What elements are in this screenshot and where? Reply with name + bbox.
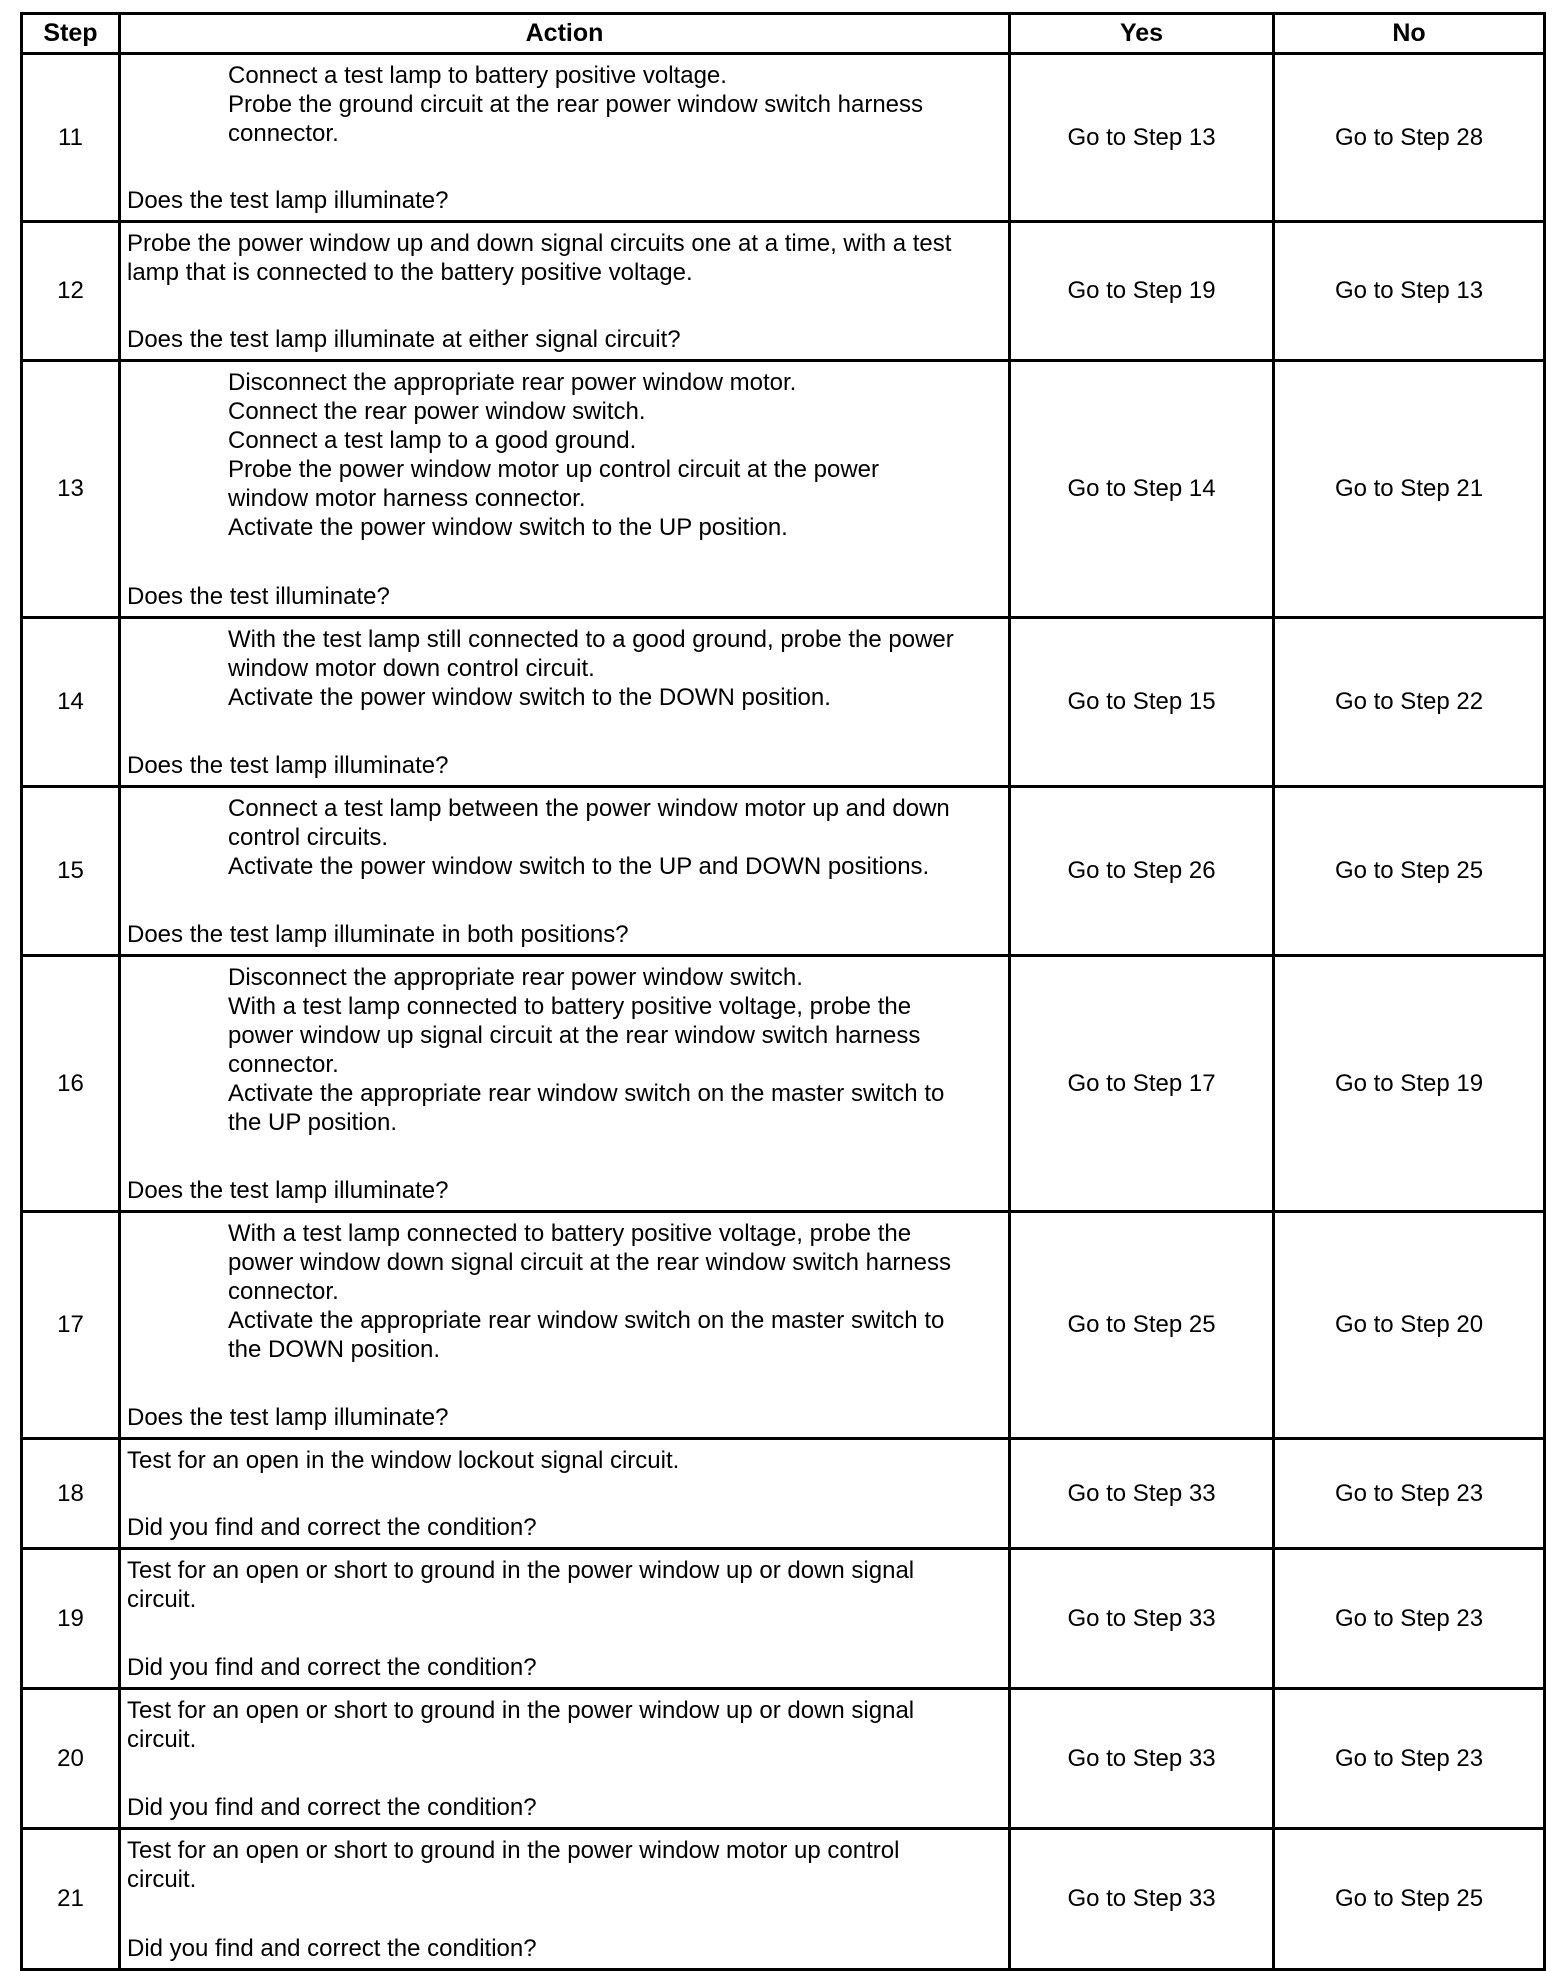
action-steps (127, 1836, 1000, 1894)
step-number: 16 (22, 956, 120, 1212)
action-line: connector. (228, 120, 339, 147)
action-cell (120, 1689, 1010, 1829)
step-number: 21 (22, 1829, 120, 1970)
action-line: Connect a test lamp to battery positive voltage. (228, 62, 727, 89)
action-cell (120, 1549, 1010, 1689)
yes-result: Go to Step 13 (1010, 54, 1274, 222)
no-result: Go to Step 19 (1274, 956, 1545, 1212)
action-line: connector. (228, 1278, 339, 1305)
action-steps (127, 963, 1000, 1137)
action-question: Did you find and correct the condition? (127, 1514, 537, 1541)
action-line: Disconnect the appropriate rear power window motor. (228, 369, 797, 396)
action-line: power window up signal circuit at the rear window switch harness (228, 1022, 921, 1049)
action-question: Does the test lamp illuminate at either signal circuit? (127, 326, 681, 353)
action-question: Did you find and correct the condition? (127, 1654, 537, 1681)
step-number: 12 (22, 222, 120, 361)
no-result: Go to Step 21 (1274, 361, 1545, 618)
action-line: Connect a test lamp between the power window motor up and down (228, 795, 950, 822)
yes-result: Go to Step 26 (1010, 787, 1274, 956)
table-row (22, 1689, 1545, 1829)
step-number: 20 (22, 1689, 120, 1829)
action-line: With a test lamp connected to battery positive voltage, probe the (228, 1220, 912, 1247)
action-line: lamp that is connected to the battery positive voltage. (127, 259, 693, 286)
action-line: circuit. (127, 1866, 197, 1893)
action-line: Probe the power window up and down signal circuits one at a time, with a test (127, 230, 952, 257)
action-question: Does the test lamp illuminate in both positions? (127, 921, 629, 948)
action-cell (120, 361, 1010, 618)
step-number: 18 (22, 1439, 120, 1549)
action-question: Does the test lamp illuminate? (127, 1404, 449, 1431)
table-row (22, 54, 1545, 222)
action-steps (127, 1219, 1000, 1364)
action-line: Test for an open or short to ground in the power window up or down signal (127, 1697, 915, 1724)
action-cell (120, 54, 1010, 222)
yes-result: Go to Step 33 (1010, 1829, 1274, 1970)
action-steps (127, 1446, 1000, 1475)
table-body (22, 54, 1545, 1970)
no-result: Go to Step 23 (1274, 1689, 1545, 1829)
no-result: Go to Step 28 (1274, 54, 1545, 222)
table-row (22, 1829, 1545, 1970)
header-yes: Yes (1010, 14, 1274, 54)
no-result: Go to Step 22 (1274, 618, 1545, 787)
header-step: Step (22, 14, 120, 54)
action-steps (127, 794, 1000, 881)
no-result: Go to Step 23 (1274, 1549, 1545, 1689)
action-question: Does the test illuminate? (127, 583, 390, 610)
table-row (22, 1549, 1545, 1689)
yes-result: Go to Step 17 (1010, 956, 1274, 1212)
no-result: Go to Step 25 (1274, 1829, 1545, 1970)
action-line: Activate the power window switch to the UP and DOWN positions. (228, 853, 930, 880)
action-line: Activate the power window switch to the UP position. (228, 514, 788, 541)
action-line: Activate the power window switch to the DOWN position. (228, 684, 831, 711)
action-line: the UP position. (228, 1109, 397, 1136)
action-steps (127, 1696, 1000, 1754)
action-line: With a test lamp connected to battery positive voltage, probe the (228, 993, 912, 1020)
action-line: Test for an open or short to ground in the power window motor up control (127, 1837, 900, 1864)
action-line: control circuits. (228, 824, 389, 851)
action-question: Does the test lamp illuminate? (127, 1177, 449, 1204)
yes-result: Go to Step 33 (1010, 1689, 1274, 1829)
action-line: Activate the appropriate rear window switch on the master switch to (228, 1307, 945, 1334)
action-line: Activate the appropriate rear window switch on the master switch to (228, 1080, 945, 1107)
header-no: No (1274, 14, 1545, 54)
action-line: circuit. (127, 1586, 197, 1613)
action-line: Connect a test lamp to a good ground. (228, 427, 637, 454)
step-number: 11 (22, 54, 120, 222)
table-row (22, 956, 1545, 1212)
no-result: Go to Step 20 (1274, 1212, 1545, 1439)
header-row (22, 14, 1545, 54)
action-question: Did you find and correct the condition? (127, 1794, 537, 1821)
yes-result: Go to Step 19 (1010, 222, 1274, 361)
action-question: Did you find and correct the condition? (127, 1935, 537, 1962)
action-line: the DOWN position. (228, 1336, 441, 1363)
action-line: Test for an open in the window lockout signal circuit. (127, 1447, 680, 1474)
diagnostic-table (20, 12, 1546, 1971)
yes-result: Go to Step 25 (1010, 1212, 1274, 1439)
step-number: 19 (22, 1549, 120, 1689)
action-line: Disconnect the appropriate rear power window switch. (228, 964, 803, 991)
action-line: With the test lamp still connected to a good ground, probe the power (228, 626, 954, 653)
action-steps (127, 229, 1000, 287)
action-cell (120, 1439, 1010, 1549)
action-line: window motor harness connector. (228, 485, 586, 512)
yes-result: Go to Step 14 (1010, 361, 1274, 618)
action-question: Does the test lamp illuminate? (127, 187, 449, 214)
no-result: Go to Step 25 (1274, 787, 1545, 956)
action-cell (120, 1829, 1010, 1970)
yes-result: Go to Step 33 (1010, 1439, 1274, 1549)
table-row (22, 222, 1545, 361)
action-line: Connect the rear power window switch. (228, 398, 646, 425)
no-result: Go to Step 23 (1274, 1439, 1545, 1549)
action-steps (127, 61, 1000, 148)
step-number: 17 (22, 1212, 120, 1439)
action-cell (120, 956, 1010, 1212)
action-cell (120, 787, 1010, 956)
action-question: Does the test lamp illuminate? (127, 752, 449, 779)
table-row (22, 1439, 1545, 1549)
action-line: Test for an open or short to ground in the power window up or down signal (127, 1557, 915, 1584)
action-line: Probe the ground circuit at the rear power window switch harness (228, 91, 924, 118)
table-row (22, 361, 1545, 618)
action-line: window motor down control circuit. (228, 655, 595, 682)
table-row (22, 618, 1545, 787)
table-row (22, 787, 1545, 956)
action-steps (127, 625, 1000, 712)
step-number: 15 (22, 787, 120, 956)
action-steps (127, 368, 1000, 542)
action-cell (120, 222, 1010, 361)
action-cell (120, 1212, 1010, 1439)
yes-result: Go to Step 15 (1010, 618, 1274, 787)
action-cell (120, 618, 1010, 787)
yes-result: Go to Step 33 (1010, 1549, 1274, 1689)
no-result: Go to Step 13 (1274, 222, 1545, 361)
table-row (22, 1212, 1545, 1439)
action-steps (127, 1556, 1000, 1614)
step-number: 14 (22, 618, 120, 787)
step-number: 13 (22, 361, 120, 618)
action-line: circuit. (127, 1726, 197, 1753)
header-action: Action (120, 14, 1010, 54)
action-line: power window down signal circuit at the rear window switch harness (228, 1249, 951, 1276)
action-line: Probe the power window motor up control circuit at the power (228, 456, 879, 483)
action-line: connector. (228, 1051, 339, 1078)
